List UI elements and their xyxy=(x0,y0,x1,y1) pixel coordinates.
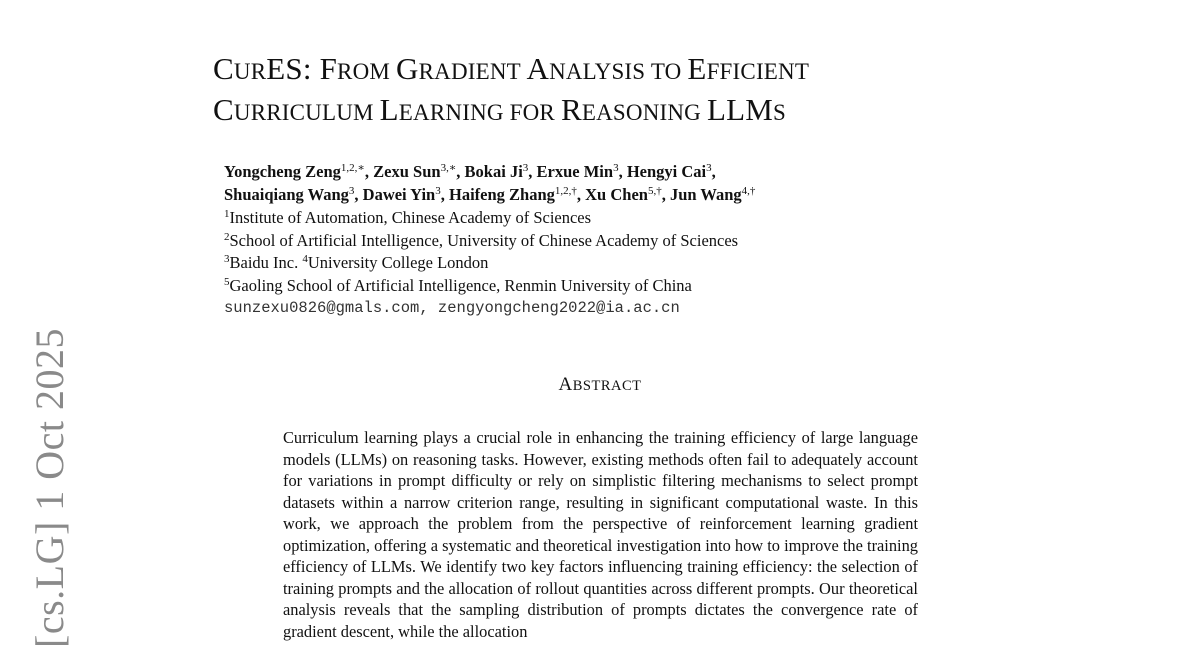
author-list xyxy=(224,160,924,206)
title-line-2: CURRICULUM LEARNING FOR REASONING LLMS xyxy=(213,92,786,127)
author-emails[interactable]: sunzexu0826@gmals.com, zengyongcheng2022@ia.ac.cn xyxy=(224,299,680,317)
arxiv-stamp: [cs.LG] 1 Oct 2025 xyxy=(27,327,72,648)
abstract-heading: ABSTRACT xyxy=(558,374,642,395)
abstract-text: Curriculum learning plays a crucial role in enhancing the training efficiency of large language models (LLMs) on reasoning tasks. However, existing methods often fail to adequately account for variations in prompt difficulty or rely on simplistic filtering mechanisms to select prompt datasets within a narrow criterion range, resulting in significant computational waste. In this work, we approach the problem from the perspective of reinforcement learning gradient optimization, offering a systematic and theoretical investigation into how to improve the training efficiency of LLMs. We identify two key factors influencing training efficiency: the selection of training prompts and the allocation of rollout quantities across different prompts. Our theoretical analysis reveals that the sampling distribution of prompts dictates the convergence rate of gradient descent, while the allocation xyxy=(283,428,918,641)
affiliation-2: $^2$School of Artificial Intelligence, University of Chinese Academy of Sciences xyxy=(224,230,739,250)
affiliation-3: $^3$Baidu Inc. $^4$University College London xyxy=(224,253,489,272)
authors-line-1: Yongcheng Zeng$^{1,2,∗}$, Zexu Sun$^{3,∗}$, Bokai Ji$^3$, Erxue Min$^3$, Hengyi Cai$^3$, xyxy=(224,162,716,181)
affiliation-1: $^1$Institute of Automation, Chinese Academy of Sciences xyxy=(224,208,592,227)
affiliation-list xyxy=(224,207,984,320)
affiliation-4: $^5$Gaoling School of Artificial Intelligence, Renmin University of China xyxy=(224,275,692,295)
authors-line-2: Shuaiqiang Wang$^3$, Dawei Yin$^3$, Haifeng Zhang$^{1,2,\dagger}$, Xu Chen$^{5,\dagger}$, Jun Wang$^{4,\dagger}$ xyxy=(224,185,756,204)
title-line-1: CURES: FROM GRADIENT ANALYSIS TO EFFICIENT xyxy=(213,51,810,86)
paper-title xyxy=(213,50,1113,132)
